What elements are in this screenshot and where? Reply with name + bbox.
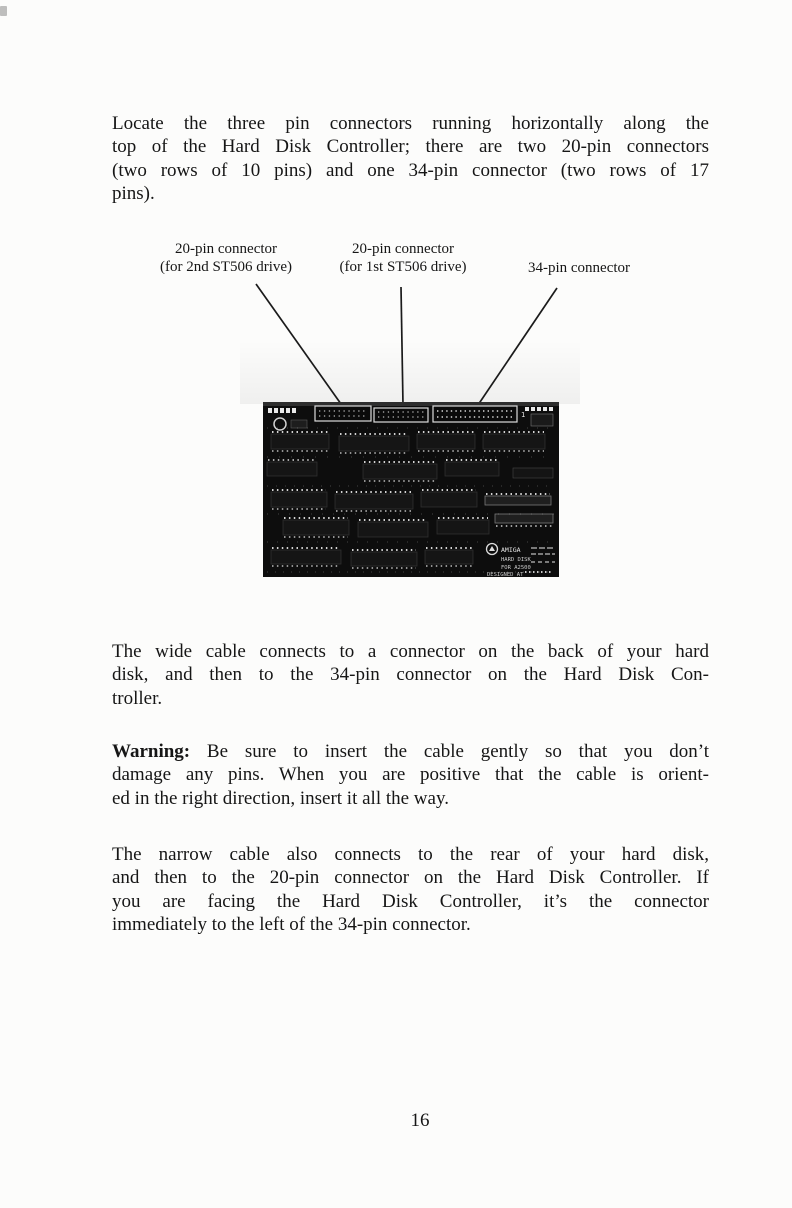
label-line: (for 2nd ST506 drive) [159,258,293,275]
paragraph-line: and then to the 20-pin connector on the Hard Disk Controller. If [112,867,709,889]
label-34pin [513,260,645,278]
paragraph-intro [112,112,709,206]
paragraph-line: The narrow cable also connects to the rear of your hard disk, [112,844,709,865]
svg-text:AMIGA: AMIGA [501,546,521,554]
svg-text:HARD DISK: HARD DISK [501,557,531,563]
pin1-marker: 1 [521,411,526,419]
label-line: (for 1st ST506 drive) [339,258,467,275]
label-20pin-2nd-drive [141,241,311,276]
connector-34pin [433,406,525,422]
paragraph-line: troller. [112,687,163,709]
svg-text:DESIGNED AT: DESIGNED AT [487,572,524,577]
label-line: 34-pin connector [527,260,631,276]
paragraph-line: damage any pins. When you are positive that the cable is orient- [112,764,709,786]
paragraph-wide-cable [112,640,709,710]
label-20pin-1st-drive [322,241,484,276]
paragraph-line: top of the Hard Disk Controller; there are two 20-pin connectors [112,136,709,158]
connector-20pin-2nd [315,406,371,421]
warning-text: Be sure to insert the cable gently so that you don’t [206,741,709,762]
paragraph-line: The wide cable connects to a connector on the back of your hard [112,641,709,662]
scan-artifact [0,6,7,16]
board-photo-graphic [263,402,559,577]
page-number: 16 [410,1110,430,1131]
paragraph-line: (two rows of 10 pins) and one 34-pin connector (two rows of 17 [112,159,709,181]
paragraph-line: immediately to the left of the 34-pin connector. [112,914,471,936]
paragraph-warning [112,740,709,810]
label-line: 20-pin connector [174,241,278,257]
label-line: 20-pin connector [351,241,455,257]
paragraph-line: you are facing the Hard Disk Controller, it’s the connector [112,890,709,912]
connector-20pin-1st [374,408,428,422]
warning-label: Warning: [112,741,191,762]
svg-text:FOR A2500: FOR A2500 [501,565,531,571]
paragraph-line: pins). [112,183,155,205]
paragraph-line: ed in the right direction, insert it all the way. [112,787,449,809]
paragraph-line: disk, and then to the 34-pin connector on the Hard Disk Con- [112,664,709,686]
paragraph-line [112,740,709,763]
scan-shading [240,340,580,404]
paragraph-narrow-cable [112,843,709,937]
board-photo [263,402,559,577]
paragraph-line: Locate the three pin connectors running horizontally along the [112,113,709,134]
